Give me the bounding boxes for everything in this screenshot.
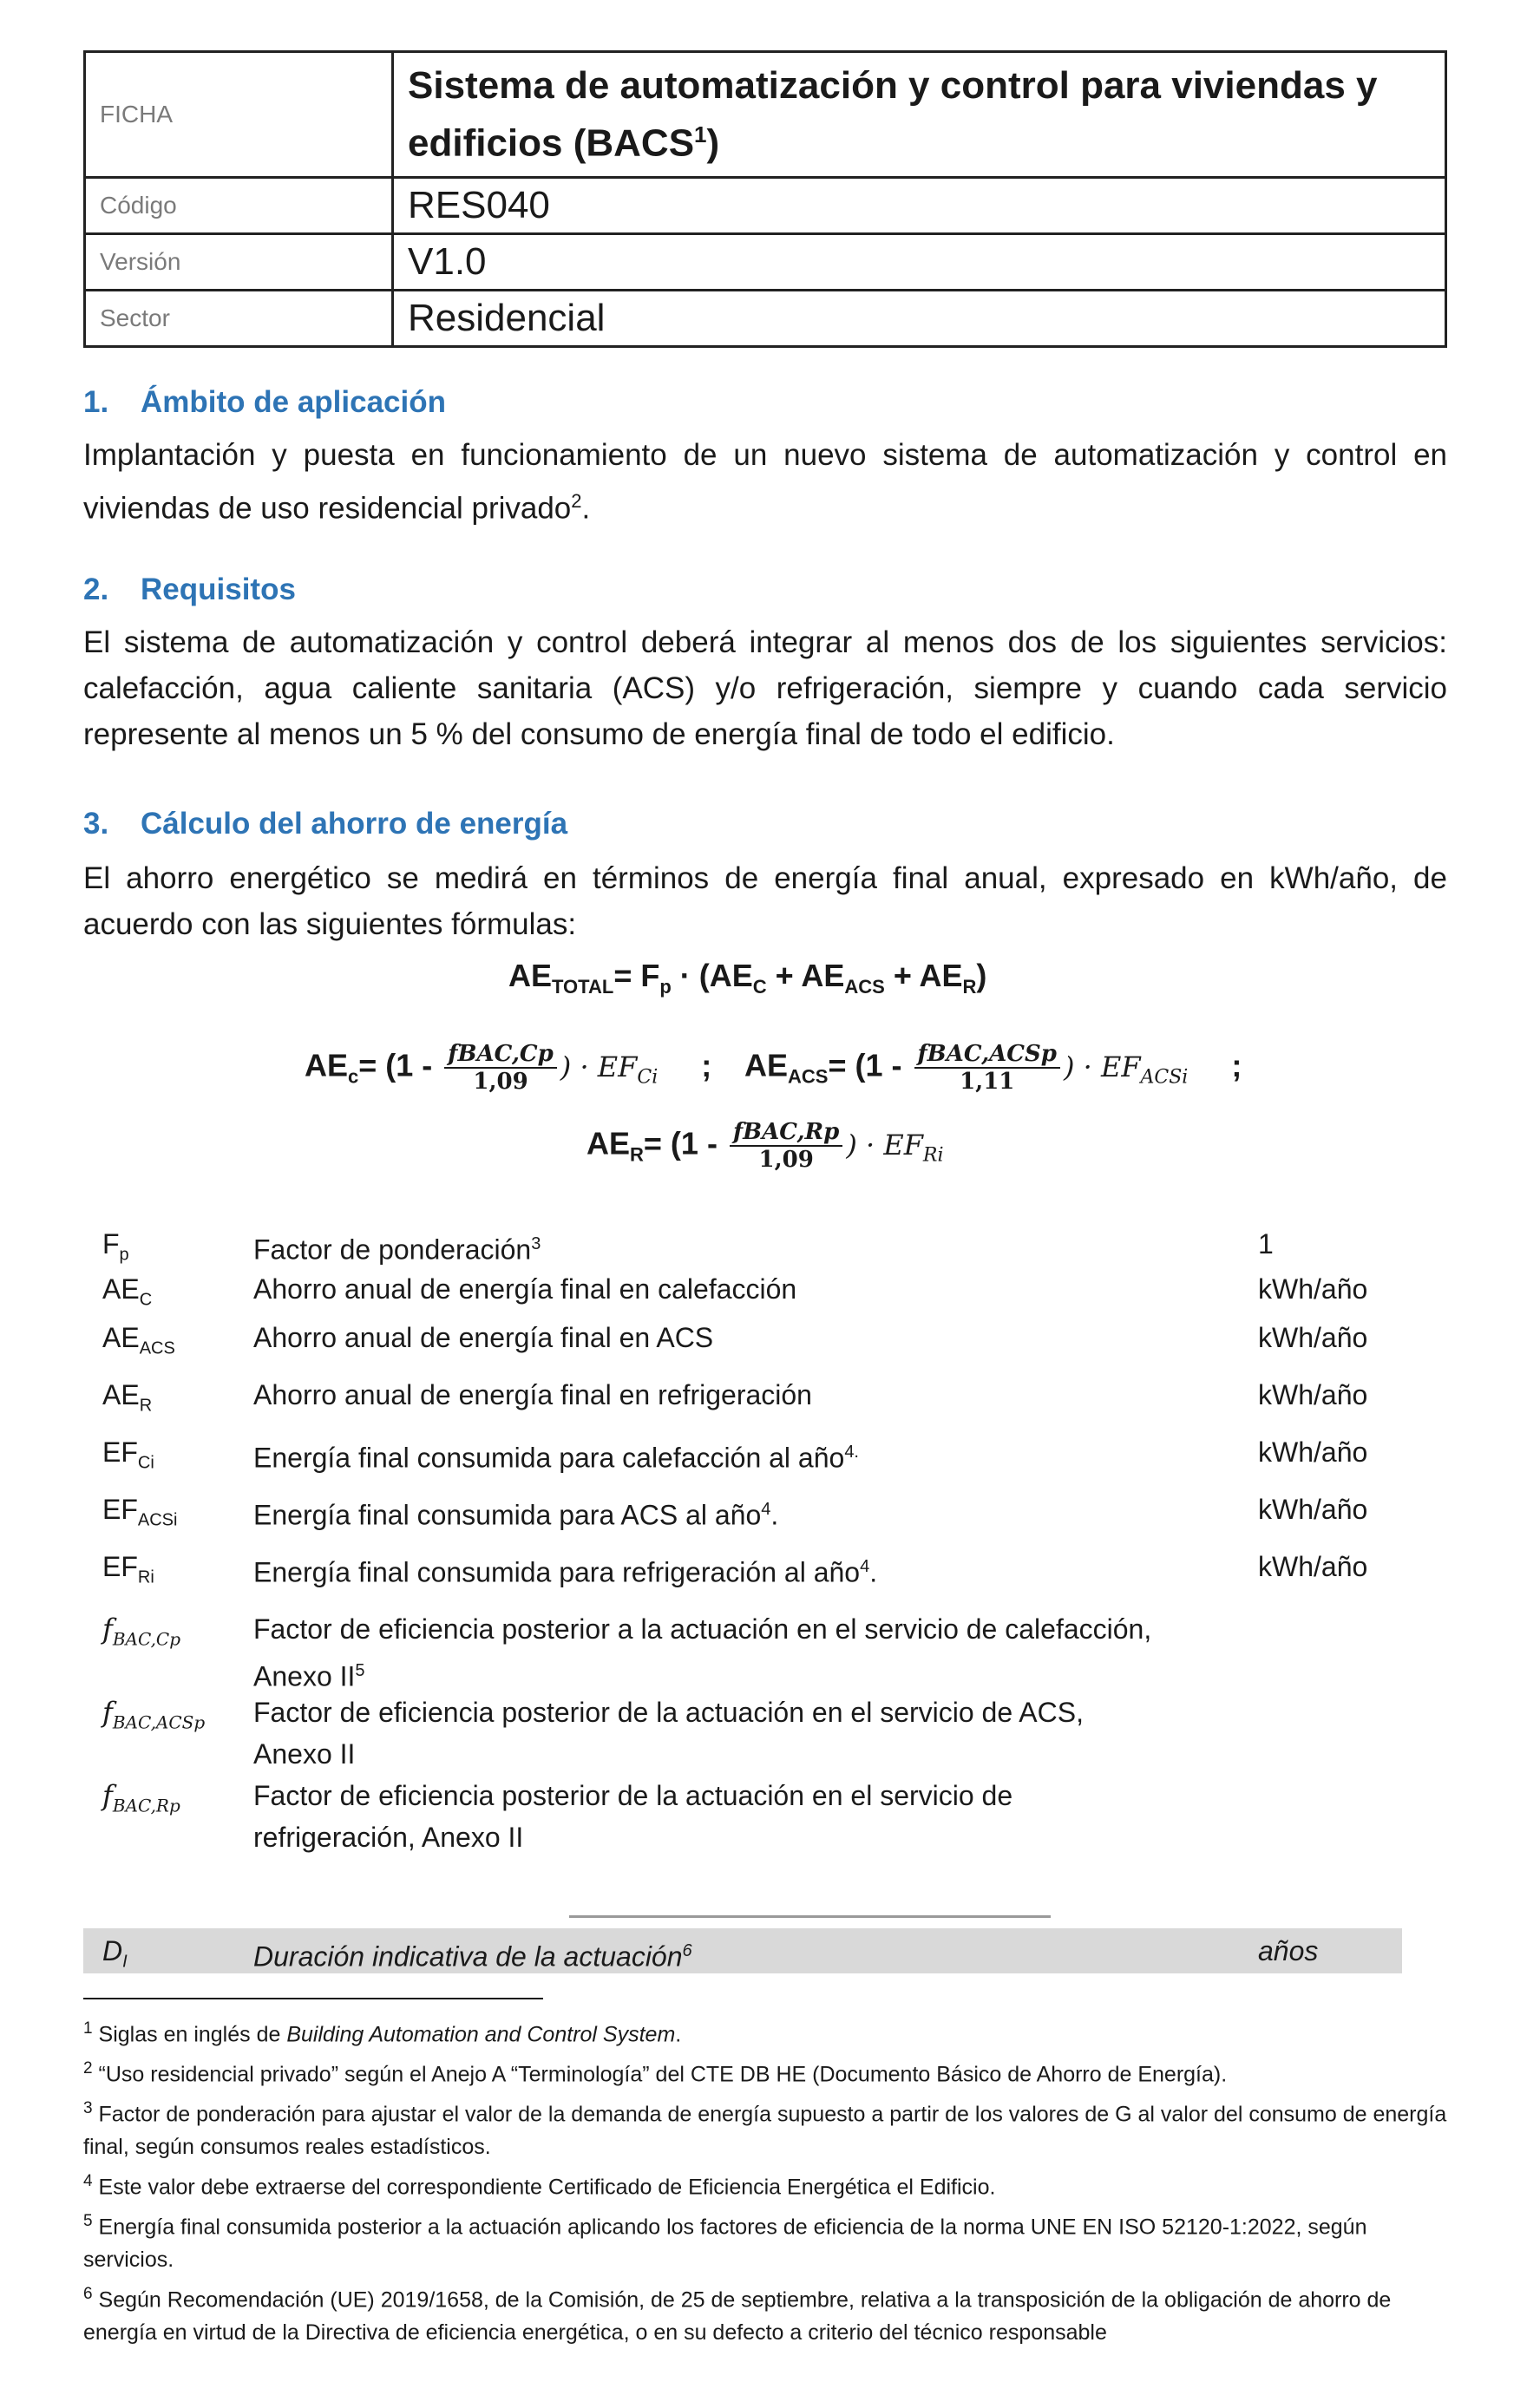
- formula-ae-acs: [744, 1041, 1242, 1095]
- formula-acs-denominator: 1,11: [960, 1069, 1015, 1095]
- formula-total-acs-sub: ACS: [844, 976, 885, 998]
- variable-description: Factor de ponderación$^3$: [253, 1233, 541, 1266]
- codigo-label: Código: [85, 178, 393, 234]
- version-value: V1.0: [393, 234, 1446, 291]
- formula-acs-sub: ACS: [788, 1065, 829, 1088]
- variable-symbol: $EF_{Ci}$: [102, 1436, 154, 1473]
- variable-unit: 1: [1258, 1228, 1274, 1260]
- formula-acs-open: = (1 -: [828, 1047, 911, 1083]
- formula-r-ef-sym: EF: [883, 1128, 923, 1161]
- variable-description: Factor de eficiencia posterior de la actuación en el servicio de ACS, Anexo II: [253, 1697, 1084, 1770]
- variable-description: Energía final consumida para refrigeración al año$^4$.: [253, 1556, 878, 1588]
- footnote-3: $^3$ Factor de ponderación para ajustar el valor de la demanda de energía supuesto a partir de los valores de G al valor del consumo de energía final, según consumos reales estadísticos.: [83, 2099, 1447, 2160]
- variable-symbol: $f_{BAC,ACSp}$: [102, 1696, 206, 1733]
- section-3-number: 3.: [83, 807, 109, 841]
- variable-description: Ahorro anual de energía final en calefacción: [253, 1273, 797, 1305]
- duration-row: [83, 1928, 1402, 1973]
- formula-c-fraction: [444, 1041, 557, 1095]
- formula-c-lhs: AE: [305, 1047, 349, 1083]
- ficha-title-sup: 1: [694, 121, 707, 147]
- variable-symbol: $f_{BAC,Cp}$: [102, 1613, 181, 1650]
- variable-symbol: $EF_{Ri}$: [102, 1551, 154, 1587]
- formula-r-ef: [846, 1128, 944, 1166]
- variable-symbol: $EF_{ACSi}$: [102, 1494, 178, 1530]
- formula-semicolon: ;: [701, 1047, 712, 1083]
- ficha-title-text: Sistema de automatización y control para viviendas y edificios (BACS: [408, 63, 1378, 165]
- variable-symbol: $AE_C$: [102, 1273, 153, 1310]
- formula-total-c-sub: C: [752, 976, 767, 998]
- variable-symbol: $AE_R$: [102, 1379, 153, 1416]
- variable-symbol: $f_{BAC,Rp}$: [102, 1779, 180, 1816]
- section-1-sup: 2: [571, 490, 582, 512]
- ficha-title-end: ): [706, 121, 720, 165]
- formula-c-numerator: fBAC,Cp: [444, 1041, 557, 1069]
- footnote-5: $^5$ Energía final consumida posterior a la actuación aplicando los factores de eficiencia de la norma UNE EN ISO 52120-1:2022, según servicios.: [83, 2212, 1367, 2273]
- formula-total-part: + AE: [766, 958, 845, 993]
- formula-r-dot: ) ·: [846, 1128, 884, 1161]
- formula-total-fp-sub: p: [659, 976, 672, 998]
- variable-symbol: $F_p$: [102, 1228, 129, 1265]
- formula-total: [508, 958, 986, 998]
- formula-acs-ef-sub: ACSi: [1140, 1065, 1189, 1088]
- footnote-separator: [83, 1998, 543, 1999]
- formula-r-fraction: [730, 1119, 842, 1173]
- variable-unit: kWh/año: [1258, 1436, 1368, 1468]
- section-1-end: .: [581, 491, 591, 526]
- formula-total-close: ): [976, 958, 987, 993]
- formula-r-numerator: fBAC,Rp: [730, 1119, 842, 1147]
- formula-total-lhs-sub: TOTAL: [552, 976, 614, 998]
- duration-unit: años: [1258, 1935, 1319, 1966]
- formula-c-ef-sym: EF: [597, 1050, 638, 1083]
- formula-r-lhs: AE: [587, 1125, 631, 1161]
- section-1-heading: [83, 385, 446, 420]
- section-2-text: El sistema de automatización y control deberá integrar al menos dos de los siguientes servicios: calefacción, agua caliente sanitaria (ACS) y/o refrigeración, siempre y cuando cada servicio represente al menos un 5 % del consumo de energía final de todo el edificio.: [83, 625, 1447, 751]
- variable-unit: kWh/año: [1258, 1322, 1368, 1353]
- formula-c-open: = (1 -: [358, 1047, 442, 1083]
- section-2-title: Requisitos: [141, 573, 296, 606]
- section-3-text: El ahorro energético se medirá en términos de energía final anual, expresado en kWh/año, de acuerdo con las siguientes fórmulas:: [83, 861, 1447, 941]
- variable-description: Energía final consumida para calefacción al año$^{4.}$: [253, 1442, 859, 1474]
- formula-total-r-sub: R: [962, 976, 977, 998]
- ficha-label: FICHA: [85, 52, 393, 178]
- formula-ae-c: [305, 1041, 711, 1095]
- variable-description: Factor de eficiencia posterior de la actuación en el servicio de refrigeración, Anexo II: [253, 1780, 1013, 1853]
- footnote-2: $^2$ “Uso residencial privado” según el Anejo A “Terminología” del CTE DB HE (Documento Básico de Ahorro de Energía).: [83, 2059, 1228, 2087]
- variable-unit: kWh/año: [1258, 1494, 1368, 1525]
- formula-total-part: · (AE: [671, 958, 753, 993]
- formula-r-sub: R: [630, 1143, 644, 1166]
- footnote-4: $^4$ Este valor debe extraerse del correspondiente Certificado de Eficiencia Energética el Edificio.: [83, 2172, 996, 2200]
- section-2-number: 2.: [83, 573, 109, 606]
- variable-description: Ahorro anual de energía final en ACS: [253, 1322, 714, 1353]
- variable-unit: kWh/año: [1258, 1379, 1368, 1410]
- ficha-title: [393, 52, 1446, 178]
- formula-acs-dot: ) ·: [1063, 1050, 1101, 1083]
- ficha-table: [83, 50, 1447, 348]
- section-2-heading: [83, 573, 296, 607]
- variable-unit: kWh/año: [1258, 1273, 1368, 1305]
- formula-c-dot: ) ·: [560, 1050, 598, 1083]
- formula-total-lhs: AE: [508, 958, 553, 993]
- formula-c-ef-sub: Ci: [637, 1065, 659, 1088]
- section-1-body: Implantación y puesta en funcionamiento de un nuevo sistema de automatización y control en viviendas de uso residencial privado: [83, 438, 1447, 526]
- variable-symbol: $AE_{ACS}$: [102, 1322, 175, 1358]
- section-3-title: Cálculo del ahorro de energía: [141, 807, 568, 841]
- formula-total-part: + AE: [884, 958, 963, 993]
- formula-acs-numerator: fBAC,ACSp: [914, 1041, 1060, 1069]
- formula-acs-ef-sym: EF: [1100, 1050, 1141, 1083]
- variable-description: Ahorro anual de energía final en refrigeración: [253, 1379, 812, 1410]
- separator-line: [569, 1915, 1051, 1918]
- section-1-title: Ámbito de aplicación: [141, 385, 446, 419]
- footnote-1: $^1$ Siglas en inglés de Building Automation and Control System.: [83, 2019, 682, 2047]
- formula-ae-r: [587, 1119, 944, 1173]
- variable-description: Energía final consumida para ACS al año$^4$.: [253, 1499, 779, 1531]
- formula-r-open: = (1 -: [643, 1125, 726, 1161]
- variable-description: Factor de eficiencia posterior a la actuación en el servicio de calefacción, Anexo $II^5$: [253, 1613, 1152, 1692]
- formula-total-eq: = F: [613, 958, 660, 993]
- formula-c-ef: [560, 1050, 659, 1088]
- formula-c-denominator: 1,09: [473, 1069, 528, 1095]
- formula-acs-fraction: [914, 1041, 1060, 1095]
- formula-r-ef-sub: Ri: [922, 1143, 944, 1166]
- formula-r-denominator: 1,09: [758, 1147, 814, 1173]
- section-1-text: [83, 432, 1447, 532]
- version-label: Versión: [85, 234, 393, 291]
- document-page: [83, 50, 1447, 2346]
- codigo-value: RES040: [393, 178, 1446, 234]
- sector-value: Residencial: [393, 291, 1446, 347]
- formula-semicolon: ;: [1231, 1047, 1242, 1083]
- section-1-number: 1.: [83, 385, 109, 419]
- duration-description: Duración indicativa de la actuación$^6$: [253, 1940, 692, 1973]
- duration-symbol: $D_I$: [102, 1935, 128, 1972]
- formula-acs-ef: [1063, 1050, 1189, 1088]
- sector-label: Sector: [85, 291, 393, 347]
- footnote-6: $^6$ Según Recomendación (UE) 2019/1658, de la Comisión, de 25 de septiembre, relativa a la transposición de la obligación de ahorro de energía en virtud de la Directiva de eficiencia energética, o en su defecto a criterio del técnico responsable: [83, 2285, 1392, 2346]
- section-3-heading: [83, 807, 567, 841]
- formula-acs-lhs: AE: [744, 1047, 789, 1083]
- variable-unit: kWh/año: [1258, 1551, 1368, 1582]
- formula-c-sub: c: [348, 1065, 359, 1088]
